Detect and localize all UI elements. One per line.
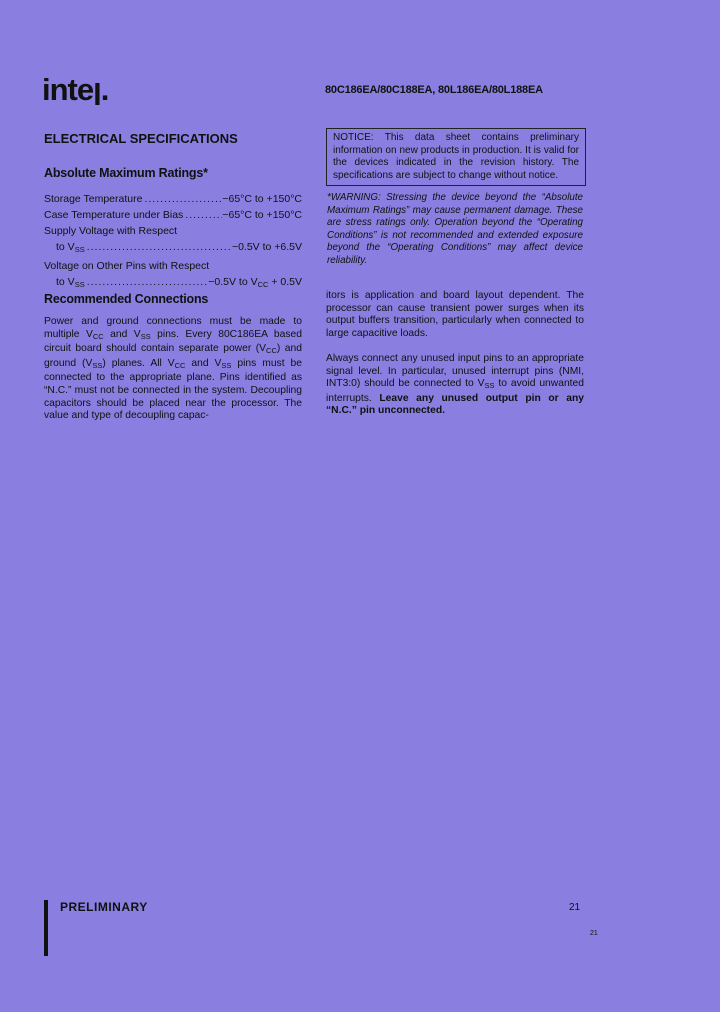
intel-logo: intel. <box>42 72 109 112</box>
notice-box: NOTICE: This data sheet contains preliminary information on new products in production. It is valid for the devices indicated in the revision history. The specifications are subject to change without notice. <box>326 128 586 186</box>
rating-case: Case Temperature under Bias ..... −65°C to +150°C <box>44 207 302 223</box>
recommended-title: Recommended Connections <box>44 292 209 306</box>
document-header: 80C186EA/80C188EA, 80L186EA/80L188EA <box>325 84 543 96</box>
footer-rule <box>44 900 48 956</box>
page-number: 21 <box>569 902 581 913</box>
recommended-paragraph-1: Power and ground connections must be made to multiple $V_{CC}$ and $V_{SS}$ pins. Every 80C186EA based circuit board should contain separate power $(V_{CC})$ and ground $(V_{SS})$ planes. All $V_{CC}$ and $V_{SS}$ pins must be connected to the appropriate plane. Pins identified as “N.C.” must not be connected in the system. Decoupling capacitors should be placed near the processor. The value and type of decoupling capac- <box>44 316 302 422</box>
page-mark: 21 <box>590 930 598 937</box>
absolute-max-title: Absolute Maximum Ratings* <box>44 166 208 180</box>
footer-preliminary: PRELIMINARY <box>60 900 148 914</box>
recommended-paragraph-3: Always connect any unused input pins to an appropriate signal level. In particular, unused interrupt pins (NMI, INT3:0) should be connected to $V_{SS}$ to avoid unwanted interrupts. Leave any unused output pin or any “N.C.” pin unconnected. <box>326 353 584 417</box>
warning-note: *WARNING: Stressing the device beyond the “Absolute Maximum Ratings” may cause permanent damage. These are stress ratings only. Operation beyond the “Operating Conditions” is not recommended and extended exposure beyond the “Operating Conditions” may affect device reliability. <box>327 192 583 266</box>
rating-storage: Storage Temperature ..... −65°C to +150°C <box>44 191 302 207</box>
section-title: ELECTRICAL SPECIFICATIONS <box>44 131 238 146</box>
rating-supply-label: Supply Voltage with Respect <box>44 225 178 237</box>
rating-other: to $V_{SS}$ ..... −0.5V to $V_{CC} + 0.5V$ <box>44 274 302 293</box>
ratings-list <box>44 191 302 293</box>
recommended-paragraph-2: itors is application and board layout dependent. The processor can cause transient power surges when its output buffers transition, particularly when connected to large capacitive loads. <box>326 290 584 339</box>
rating-supply: to $V_{SS}$ ..... −0.5V to +6.5V <box>44 239 302 258</box>
rating-other-label: Voltage on Other Pins with Respect <box>44 260 210 272</box>
